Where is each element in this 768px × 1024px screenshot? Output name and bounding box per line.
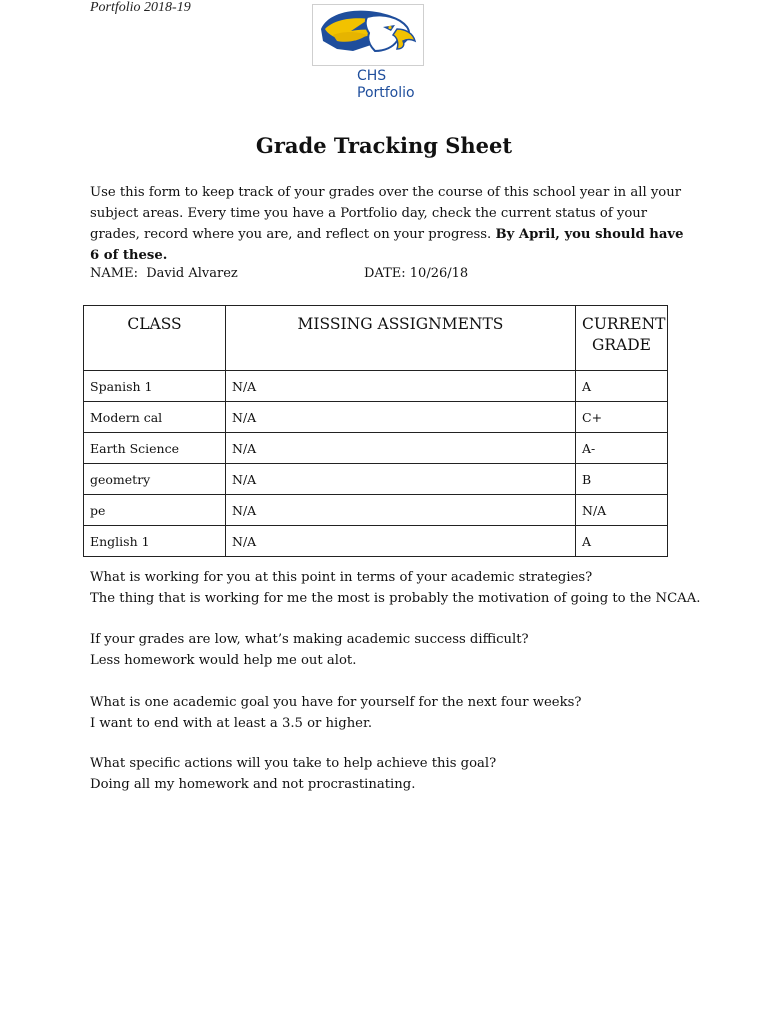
- table-row: [84, 402, 668, 433]
- question-text: What is working for you at this point in terms of your academic strategies?: [90, 570, 593, 585]
- grade-cell: A: [576, 371, 668, 402]
- class-cell: English 1: [84, 526, 226, 557]
- intro-bold: By April, you should have 6 of these.: [90, 227, 684, 263]
- page-title: Grade Tracking Sheet: [255, 133, 513, 158]
- grade-cell: A: [576, 526, 668, 557]
- missing-cell: N/A: [226, 464, 576, 495]
- date-line: [364, 266, 468, 281]
- class-cell: geometry: [84, 464, 226, 495]
- logo-text: [357, 68, 415, 102]
- class-cell: Earth Science: [84, 433, 226, 464]
- table-row: [84, 371, 668, 402]
- table-row: [84, 495, 668, 526]
- answer-text: Doing all my homework and not procrastinating.: [90, 777, 416, 792]
- header-note: Portfolio 2018-19: [90, 0, 191, 15]
- question-text: If your grades are low, what’s making academic success difficult?: [90, 632, 529, 647]
- header-current-grade: [576, 306, 668, 371]
- header-grade-line2: GRADE: [592, 336, 651, 354]
- eagle-icon: [313, 5, 423, 65]
- header-grade-line1: CURRENT: [582, 315, 666, 333]
- name-label: NAME:: [90, 266, 138, 281]
- grade-cell: C+: [576, 402, 668, 433]
- class-cell: Modern cal: [84, 402, 226, 433]
- grade-cell: A-: [576, 433, 668, 464]
- question-text: What specific actions will you take to help achieve this goal?: [90, 756, 497, 771]
- table-row: [84, 433, 668, 464]
- missing-cell: N/A: [226, 371, 576, 402]
- missing-cell: N/A: [226, 402, 576, 433]
- class-cell: pe: [84, 495, 226, 526]
- grade-cell: B: [576, 464, 668, 495]
- answer-text: The thing that is working for me the most is probably the motivation of going to the NCAA.: [90, 591, 701, 606]
- header-class: CLASS: [84, 306, 226, 371]
- missing-cell: N/A: [226, 526, 576, 557]
- logo-line2: Portfolio: [357, 85, 415, 101]
- table-row: [84, 526, 668, 557]
- name-value: David Alvarez: [146, 266, 238, 281]
- reflection-block-2: [90, 629, 710, 671]
- header-missing-assignments: MISSING ASSIGNMENTS: [226, 306, 576, 371]
- class-cell: Spanish 1: [84, 371, 226, 402]
- reflection-block-3: [90, 692, 710, 734]
- date-value: 10/26/18: [409, 266, 469, 281]
- reflection-block-1: [90, 567, 710, 609]
- table-row: [84, 464, 668, 495]
- answer-text: I want to end with at least a 3.5 or higher.: [90, 716, 373, 731]
- eagle-logo: [312, 4, 424, 66]
- table-header-row: [84, 306, 668, 371]
- reflection-block-4: [90, 753, 710, 795]
- grade-cell: N/A: [576, 495, 668, 526]
- missing-cell: N/A: [226, 495, 576, 526]
- date-label: DATE:: [364, 266, 406, 281]
- answer-text: Less homework would help me out alot.: [90, 653, 357, 668]
- intro-text: Use this form to keep track of your grades over the course of this school year in all your subject areas. Every time you have a Portfolio day, check the current status of your grades, record where you are, and reflect on your progress.: [90, 185, 682, 242]
- grade-table: [83, 305, 668, 557]
- intro-paragraph: [90, 182, 690, 266]
- name-line: [90, 266, 238, 281]
- missing-cell: N/A: [226, 433, 576, 464]
- logo-line1: CHS: [357, 68, 387, 84]
- question-text: What is one academic goal you have for yourself for the next four weeks?: [90, 695, 582, 710]
